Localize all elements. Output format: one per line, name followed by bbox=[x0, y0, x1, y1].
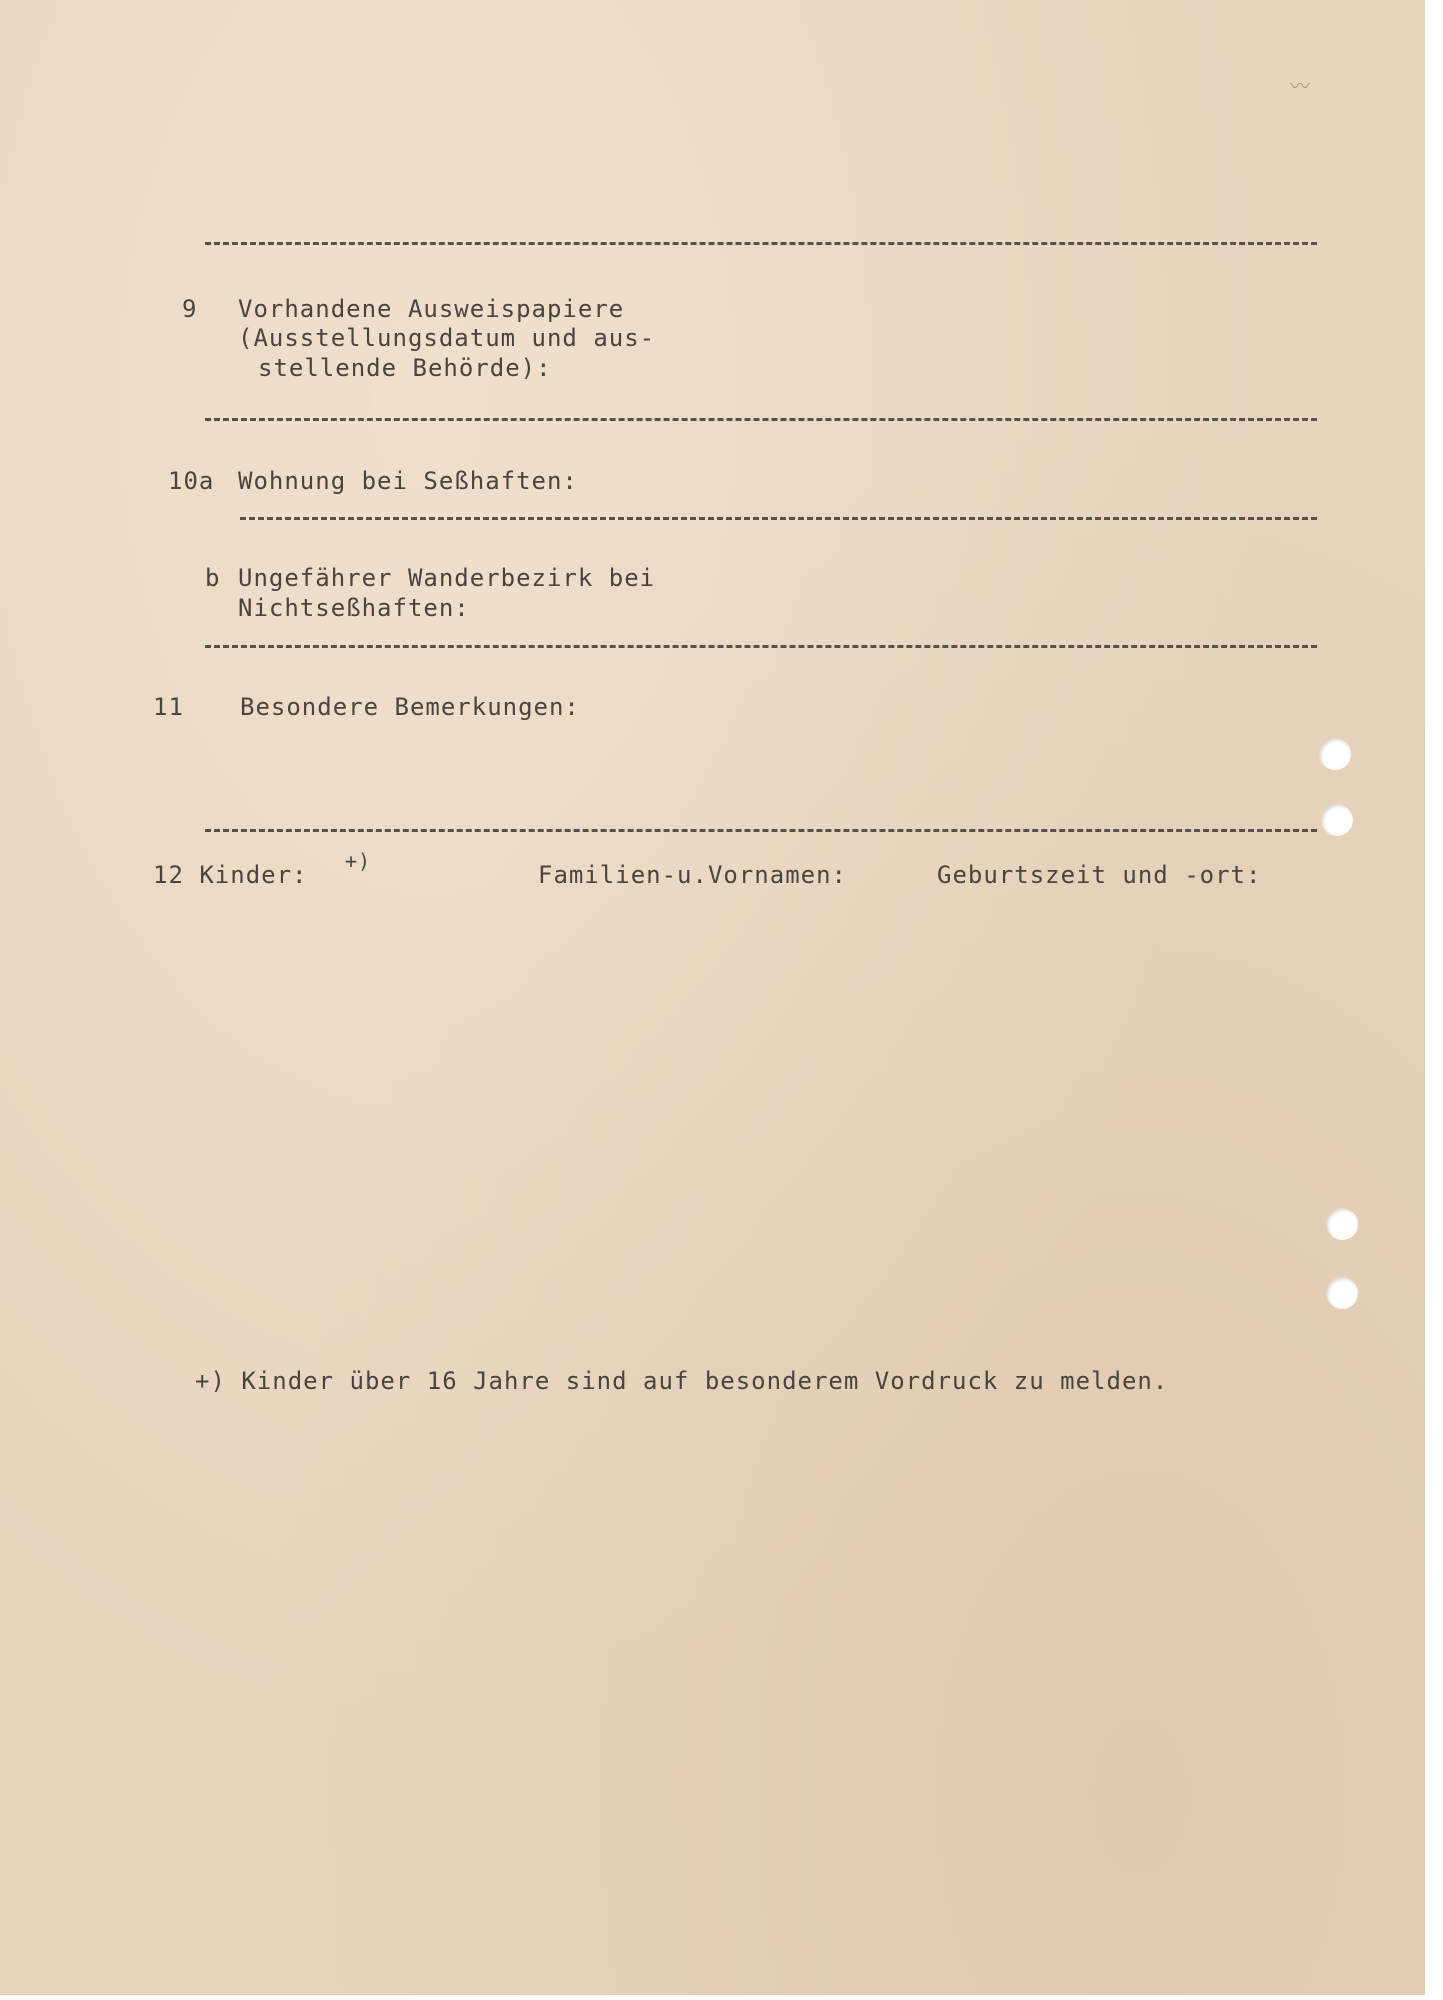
punch-hole-3 bbox=[1326, 1208, 1358, 1240]
corner-pencil-mark: 〰 bbox=[1290, 74, 1310, 98]
item-11-label: Besondere Bemerkungen: bbox=[240, 693, 580, 721]
children-birth-column-header: Geburtszeit und -ort: bbox=[937, 861, 1262, 889]
item-10b-label-line2: Nichtseßhaften: bbox=[238, 594, 470, 622]
separator-line-9 bbox=[205, 418, 1317, 421]
punch-hole-4 bbox=[1326, 1277, 1358, 1309]
item-9-label-line2: (Ausstellungsdatum und aus- bbox=[238, 324, 656, 352]
item-10a-number: 10a bbox=[168, 467, 215, 495]
separator-line-10a bbox=[240, 517, 1317, 520]
separator-line-11 bbox=[205, 829, 1317, 832]
item-10b-label-line1: Ungefährer Wanderbezirk bei bbox=[238, 564, 656, 592]
item-9-number: 9 bbox=[182, 295, 198, 323]
item-10b-number: b bbox=[205, 564, 221, 592]
item-12-footnote-mark: +) bbox=[345, 849, 372, 873]
item-12-label: 12 Kinder: bbox=[153, 861, 308, 889]
item-11-number: 11 bbox=[153, 693, 184, 721]
separator-line-10b bbox=[205, 645, 1317, 648]
item-10a-label: Wohnung bei Seßhaften: bbox=[238, 467, 578, 495]
children-names-column-header: Familien-u.Vornamen: bbox=[538, 861, 847, 889]
punch-hole-2 bbox=[1321, 804, 1353, 836]
punch-hole-1 bbox=[1319, 738, 1351, 770]
footnote-text: +) Kinder über 16 Jahre sind auf besonderem Vordruck zu melden. bbox=[195, 1367, 1169, 1395]
item-9-label-line1: Vorhandene Ausweispapiere bbox=[238, 295, 625, 323]
separator-line-top bbox=[205, 242, 1317, 245]
item-9-label-line3: stellende Behörde): bbox=[258, 354, 552, 382]
